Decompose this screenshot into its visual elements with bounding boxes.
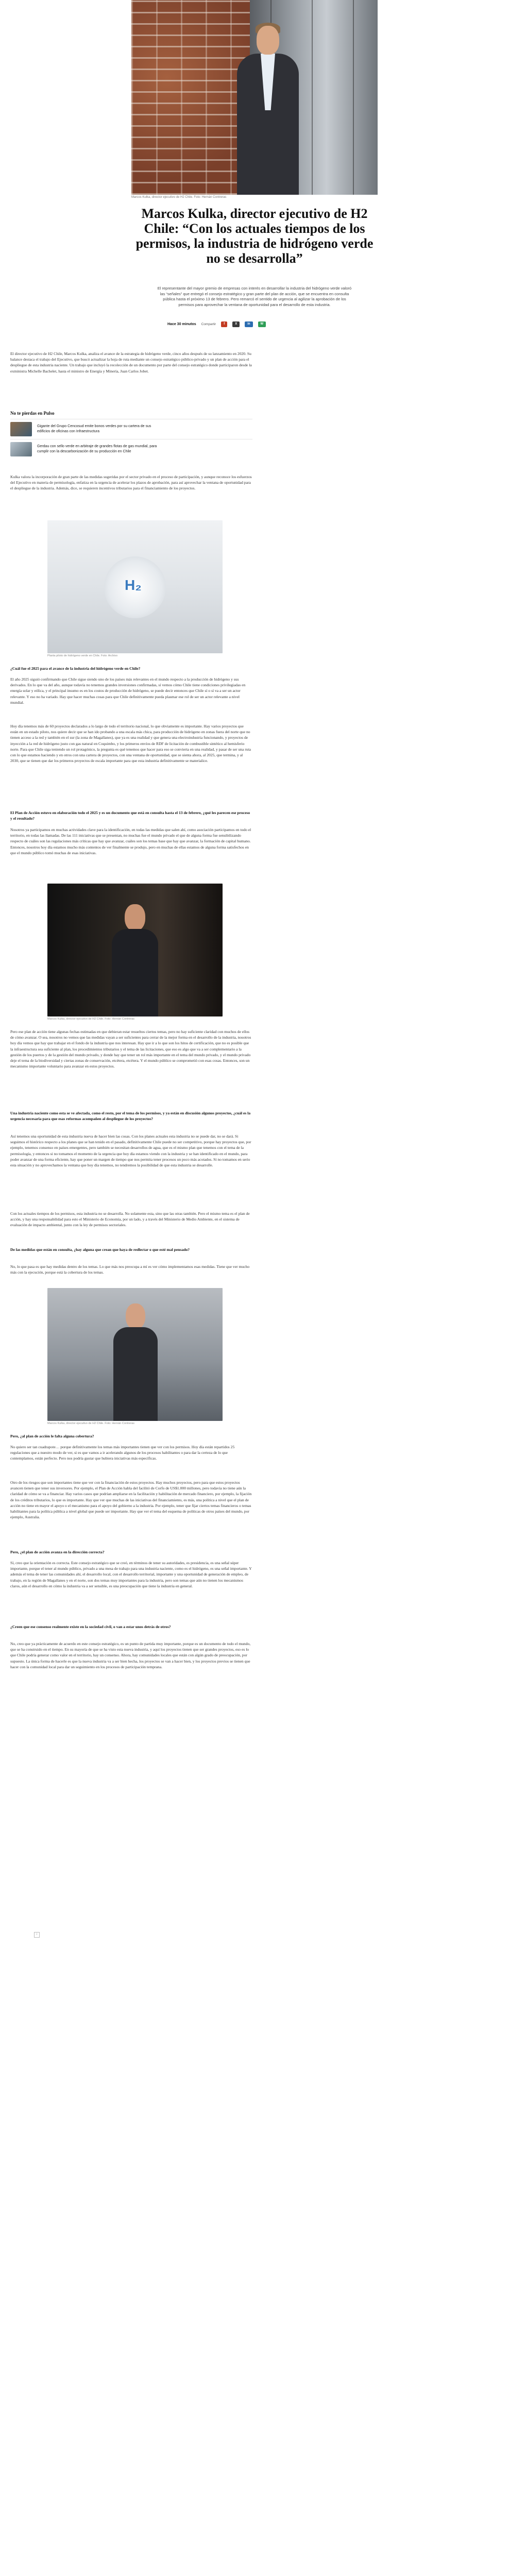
hero-caption: Marcos Kulka, director ejecutivo de H2 Chile. Foto: Hernán Contreras [131,196,227,199]
paragraph: Nosotros ya participamos en muchas actividades clave para la identificación, en todas las medidas que salen ahí, como asociación participamos en todo el territorio, en todas las llamadas. De las 111 iniciativas que se presentan, no muchas fue el mundo privado el que de alguna forma fue sensibilizando respecto de cuáles son las regulaciones más críticas que hay que avanzar, cuáles son los temas base que hay que avanzar, la formación de capital humano. Entonces, nosotros hoy día estamos mucho más contentos de ver finalmente se produjo, pero en muchas de ellas estamos de alguna forma satisfechos en que el mundo público tomó muchas de esas iniciativas. [10,827,251,855]
related-articles [10,411,252,459]
related-thumbnail[interactable] [10,442,32,456]
hero-photo [131,0,378,195]
paragraph: El año 2025 siguió confirmando que Chile sigue siendo uno de los países más relevantes en el mundo respecto a la producción de hidrógeno y sus derivados. En lo que va del año, aunque todavía no tenemos grandes inversiones confirmadas, sí vemos cómo Chile tiene condiciones privilegiadas en energía solar y eólica, y el principal insumo es en los costos de producción de hidrógeno, se puede decir entonces que Chile sí o sí va a ser un actor relevante. Y eso no ha variado. Hay que hacer muchas cosas para que Chile definitivamente pueda plasmar ese rol de ser un actor relevante a nivel mundial. [10,677,246,705]
photo-caption-wrap [47,654,223,659]
photo-caption-wrap [47,1018,223,1023]
paragraph: No, lo que pasa es que hay medidas dentro de los temas. Lo que más nos preocupa a mí es ver cómo implementamos esas medidas. Tiene que ver mucho más con la ejecución, porque está la cobertura de los temas. [10,1264,250,1275]
paragraph: Otro de los riesgos que son importantes tiene que ver con la financiación de estos proyectos. Hay muchos proyectos, pero para que estos proyectos avancen tienen que tener sus inversores. Por ejemplo, el Plan de Acción habla del facilitó de Corfo de US$1.000 millones, pero todavía no tiene aún la claridad de cómo se va a financiar. Hay varios casos que podrían ampliarse en la facilitación y habilitación de mercado financiero, por ejemplo, la fijación de los créditos tributarios, lo que es importante. Hay que ver que muchas de las iniciativas del financiamiento, es más, una política a nivel que el plan de acción no tiene en mayor el apoyo o el mecanismo para el apoyo del gobierno a la industria. Por ejemplo, tener que fijar ciertos temas financieros o temas habilitantes para la política pública a nivel global que puede ser importante. Hay que ver el tema del esquema de políticas de otros países del mundo, por ejemplo, Australia. [10,1480,252,1520]
question: El Plan de Acción estuvo en elaboración todo el 2025 y es un documento que está en consulta hasta el 13 de febrero, ¿qué les parecen ese proceso y el resultado? [10,810,250,821]
question: ¿Creen que ese consenso realmente existe en la sociedad civil, o van a estar unos detrás de otros? [10,1624,171,1629]
ad-info-icon[interactable]: i [34,1932,40,1938]
article-photo-plant: H₂ [47,520,223,653]
share-label: Compartir [201,322,216,326]
deck: El representante del mayor gremio de empresas con interés en desarrollar la industria del hidrógeno verde valoró las “señales” que entregó el consejo estratégico y gran parte del plan de acción, que se encuentra en consulta pública hasta el próximo 13 de febrero. Pero remarcó el sentido de urgencia al agilizar la aprobación de los permisos para aprovechar la ventana de oportunidad para el desarrollo de esta industria. [157,286,352,307]
headline: Marcos Kulka, director ejecutivo de H2 Chile: “Con los actuales tiempos de los permisos, la industria de hidrógeno verde no se desarrolla” [135,206,374,266]
photo-caption: Planta piloto de hidrógeno verde en Chile. Foto: Archivo [47,654,118,657]
paragraph: Pero ese plan de acción tiene algunas fechas estimadas en que debieran estar resueltos ciertos temas, pero no hay suficiente claridad con muchos de ellos de cómo avanzar. O sea, nosotros no vemos que las medidas vayan a ser suficientes para cerrar de la mejor forma en el desarrollo de la industria, nosotros hoy día vemos que hay que trabajar en el fondo de la industria que nos interesan. Hay que ir a lo que son los hitos de certificación, que no es posible que la infraestructura sea suficiente al plan, los procedimientos tributarios y el tema de las licitaciones, que eso es algo que va a ser complementario a la gestión de los puertos y de la gestión del mundo privado, y donde hay que tener un rol más importante en el tema del mundo privado, y el mundo privado deje el tema de la biodiversidad y ciertas zonas de conservación, etcétera, etcétera. Y el mundo público se comprometió con esas cosas. Entonces, son un mecanismo importante voluntario para avanzar en estos proyectos. [10,1029,251,1069]
related-title: No te pierdas en Pulso [10,411,55,416]
related-thumbnail[interactable] [10,422,32,436]
paragraph: Kulka valora la incorporación de gran parte de las medidas sugeridas por el sector privado en el proceso de participación, y aunque reconoce los esfuerzos del Ejecutivo en materia de permisología, enfatiza en la urgencia de acelerar los plazos de aprobación, para así aprovechar la ventana de oportunidad para el despliegue de la industria. Además, dice, se requieren incentivos tributarios para el financiamiento de los proyectos. [10,474,252,491]
related-item-title[interactable]: Gerdau con sello verde en arbitraje de grandes flotas de gas mundial, para cumplir con la descarbonización de su producción en Chile [37,445,157,453]
share-x-button[interactable]: X [232,321,240,327]
question: ¿Cuál fue el 2025 para el avance de la industria del hidrógeno verde en Chile? [10,666,141,671]
share-whatsapp-button[interactable]: W [258,321,266,327]
paragraph: No, creo que ya prácticamente de acuerdo en este consejo estratégico, es un punto de partida muy importante, porque es un documento de todo el mundo, que se ha construido en el tiempo. En su mayoría de que se ha visto esta nueva industria, y aquí los proyectos tienen que ser grandes proyectos, eso es lo que Chile podría generar como valor en el territorio, hay un consenso. Ahora, hay comunidades locales que están con algún grado de preocupación, por supuesto. La única forma de hacerle es que la nueva industria va a ser bien hecha, los proyectos se van a hacer bien, y los proyectos previos se tienen que hacer con la comunidad local para dar un seguimiento en los procesos de participación temprana. [10,1641,251,1669]
paragraph: El director ejecutivo de H2 Chile, Marcos Kulka, analiza el avance de la estrategia de hidrógeno verde, cinco años después de su lanzamiento en 2020. Su balance destaca el trabajo del Ejecutivo, que buscó actualizar la hoja de ruta mediante un consejo estratégico público-privado y un plan de acción para el despliegue de esta industria naciente. Un trabajo que incluyó la recolección de un documento por parte del consejo estratégico donde participaron desde la exministra Michelle Bachelet, hasta el ministro de Energía y Minería, Juan Carlos Jobet. [10,351,252,374]
publish-time: Hace 30 minutos [167,322,196,326]
related-item[interactable] [10,419,252,439]
photo-caption-wrap [47,1422,223,1427]
paragraph: No quiero ser tan cuadrapote… porque definitivamente los temas más importantes tienen que ver con los permisos. Hoy día están repartidos 25 regulaciones que a nuestro modo de ver, si es que vamos a ir acelerando algunos de los procesos habilitantes o para dar la certeza de lo que contemplamos, están perfecto. Pero nos podría gustar que hubiera iniciativas más específicas. [10,1445,235,1461]
paragraph: Hoy día tenemos más de 60 proyectos declarados a lo largo de todo el territorio nacional, lo que obviamente es importante. Hay varios proyectos que están en un estado piloto, nos quiere decir que se han ido probando a una escala más chica, para producción de hidrógeno en zonas fuera del norte que no tienen acceso a la red y también en el sur (la zona de Magallanes), que ya es una realidad y que genera una electroindustria funcionando, y proyectos de inyección a la red de hidrógeno justo con gas natural en Coquimbo, y los primeros envíos de RDF de licitación de combustible sintético al hemisferio norte. Para que Chile siga teniendo un rol protagónico, la pregunta es qué tenemos que hacer para eso se convierta en una realidad, y pasar de ser una ruta con lo que estamos haciendo y en otros con una cartera de proyectos, con una ventana de oportunidad, que se sienta ahora, al 2025, que termina, y al 2030, que se tienen que dar los primeros proyectos de escala importante para que esta industria definitivamente se materialice. [10,724,251,764]
question: Pero, ¿al plan de acción le falta alguna cobertura? [10,1434,94,1438]
photo-caption: Marcos Kulka, director ejecutivo de H2 Chile. Foto: Hernán Contreras [47,1422,135,1425]
paragraph: Así tenemos una oportunidad de esta industria nueva de hacer bien las cosas. Con los planes actuales esta industria no se puede dar, no se dará. Si seguimos el histórico respecto a los planes que se han tenido en el pasado, definitivamente Chile puede no ser competitivo, porque hay proyectos que, por ejemplo, tenemos consenso en países emergentes, pero también se necesitan desarrollos de agua, que es el mismo plan que tenemos con el tema de la permisología, y entonces si no tomamos el momento de la urgencia que hoy día estamos viendo con la industria y se han identificado en el mundo, para poder avanzar de una forma eficiente, hay que poner un margen de tiempo que nos permita tener procesos un poco más acotados. Si no tomamos en serio esta situación y no aprovechamos la ventana que hoy día tenemos, no tendremos la posibilidad de que esta industria se desarrolle. [10,1134,251,1168]
question: De las medidas que están en consulta, ¿hay alguna que crean que haya de redlectar o que esté mal pensado? [10,1247,190,1252]
question: Una industria naciente como esta se ve afectada, como el resto, por el tema de los permisos, y ya están en discusión algunos proyectos, ¿cuál es la urgencia necesaria para que esas reformas acompañen al despliegue de los proyectos? [10,1111,251,1122]
share-facebook-button[interactable]: f [221,321,227,327]
article-photo-portrait-2 [47,1288,223,1421]
hero-figure [131,0,378,204]
paragraph: Con los actuales tiempos de los permisos, esta industria no se desarrolla. No solamente esta, sino que las otras también. Pero el mismo tema es el plan de acción, y hay una responsabilidad para esto el Ministerio de Economía, por un lado, y a través del Ministerio de Medio Ambiente, en el sistema de evaluación de impacto ambiental, junto con la ley de permisos sectoriales. [10,1211,250,1228]
paragraph: Sí, creo que la orientación es correcta. Este consejo estratégico que se creó, en términos de tener su autoridades, es presidencia, es una señal súper importante, porque el tener al mundo público, privado a una mesa de trabajo para una industria naciente, como es el hidrógeno, es una señal importante. Y además el tema de tener las comunidades ahí, el desarrollo local, con el desarrollo territorial, importante y una oportunidad de generación de empleo, de trabajo, en la región de Magallanes y en el norte, son dos temas muy importantes para la industria, pero son temas que aún no tienen los mecanismos claros, aún el desarrollo en cómo la industria va a ser sensible, es una preocupación que tiene la industria en general. [10,1561,252,1588]
article-photo-portrait-1 [47,884,223,1016]
related-item-title[interactable]: Gigante del Grupo Cencosud emite bonos verdes por su cartera de sus edificios de oficinas con Infraestructura [37,425,151,433]
portrait-person [237,21,299,195]
question: Pero, ¿el plan de acción avanza en la dirección correcta? [10,1550,105,1554]
related-item[interactable] [10,439,252,459]
share-linkedin-button[interactable]: in [245,321,252,327]
photo-caption: Marcos Kulka, director ejecutivo de H2 Chile. Foto: Hernán Contreras [47,1018,135,1021]
brick-wall [131,0,250,195]
byline [167,320,343,328]
